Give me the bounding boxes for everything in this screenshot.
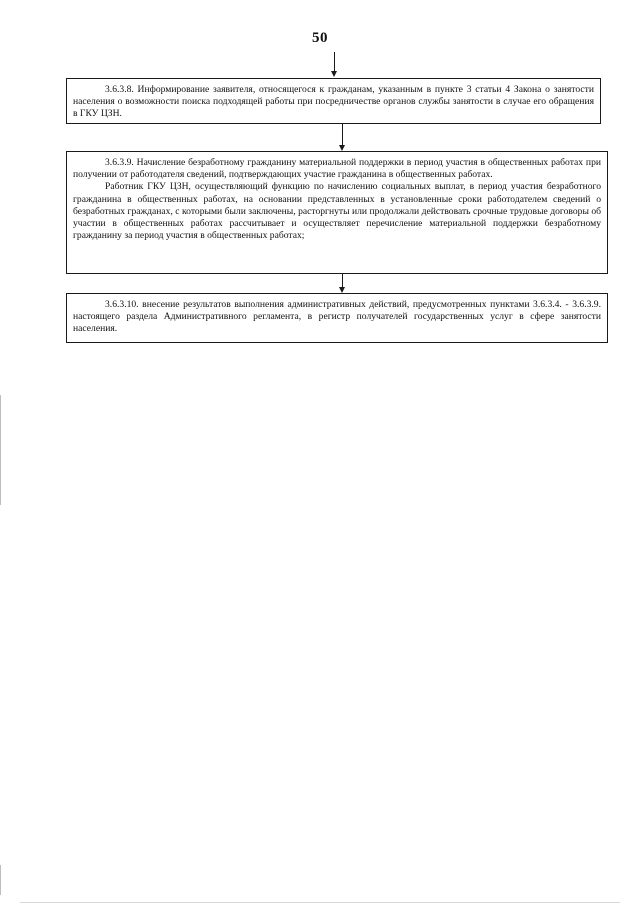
flow-connector-2-3 xyxy=(342,274,343,287)
flow-step-text: 3.6.3.10. внесение результатов выполнения административных действий, предусмотренных пунктами 3.6.3.4. - 3.6.3.9. настоящего раздела Административного регламента, в регистр получателей государственных услуг в сфере занятости населения. xyxy=(73,299,601,335)
flow-step-box-3-6-3-10 xyxy=(66,293,608,343)
flow-step-box-3-6-3-8 xyxy=(66,78,601,124)
scan-edge-mark xyxy=(0,395,1,505)
page-number: 50 xyxy=(312,30,328,46)
flow-connector-1-2 xyxy=(342,124,343,145)
flow-step-text: 3.6.3.8. Информирование заявителя, относящегося к гражданам, указанным в пункте 3 статьи 4 Закона о занятости населения о возможности поиска подходящей работы при посредничестве органов службы занятости в случае его обращения в ГКУ ЦЗН. xyxy=(73,84,594,120)
scan-edge-mark xyxy=(0,865,1,895)
flow-step-box-3-6-3-9 xyxy=(66,151,608,274)
arrowhead-down-icon xyxy=(331,71,337,77)
scan-bottom-line xyxy=(20,902,620,903)
flow-step-detail-text: Работник ГКУ ЦЗН, осуществляющий функцию по начислению социальных выплат, в период участия безработного гражданина в общественных работах, на основании представленных в установленные сроки работодателем сведений о безработных гражданах, с которыми были заключены, расторгнуты или продолжали действовать срочные трудовые договоры об участии в общественных работах рассчитывает и осуществляет перечисление материальной поддержки безработному гражданину за период участия в общественных работах; xyxy=(73,181,601,242)
flow-step-heading-text: 3.6.3.9. Начисление безработному гражданину материальной поддержки в период участия в общественных работах при получении от работодателя сведений, подтверждающих участие гражданина в общественных работах. xyxy=(73,157,601,181)
flow-connector-top xyxy=(334,52,335,72)
